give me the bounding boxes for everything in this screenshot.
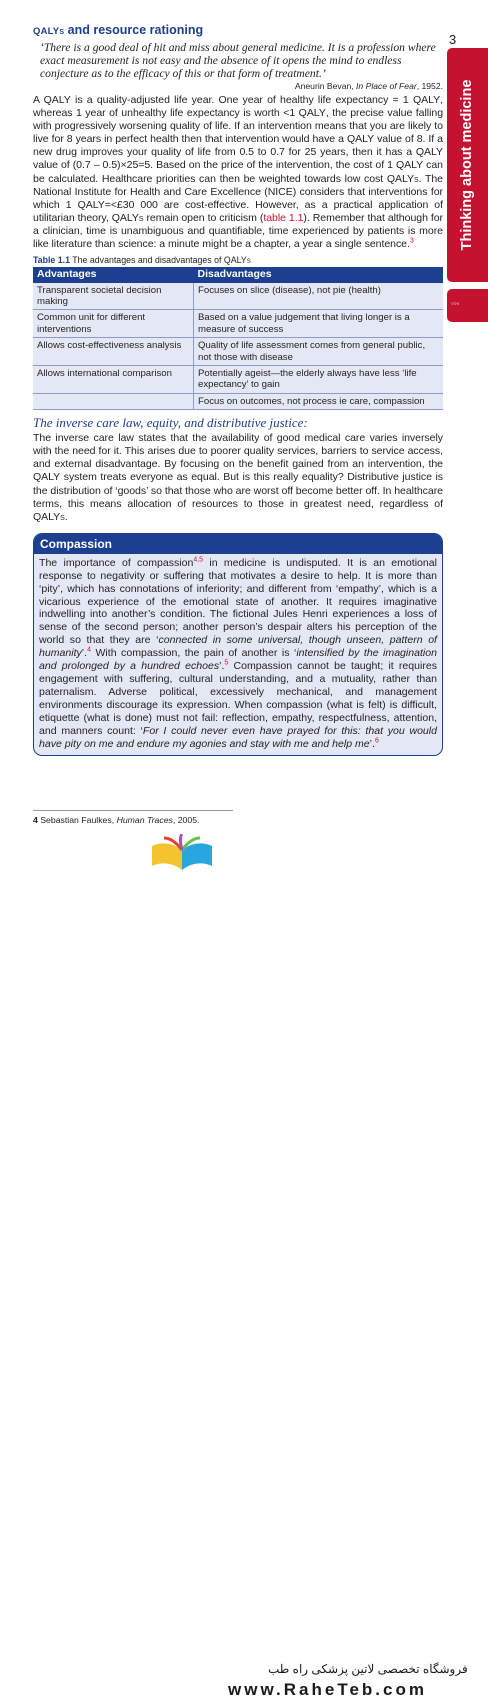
table-row: Common unit for different interventions Based on a value judgement that living longer is a measure of success [33,310,443,338]
side-tab [447,48,488,282]
footnote-divider [33,810,233,811]
watermark [0,826,488,1699]
qaly-paragraph: A QALY is a quality-adjusted life year. One year of healthy life expectancy = 1 QALY, whereas 1 year of unhealthy life expectancy is worth <1 QALY, the precise value falling with progressively worsening quality of life. If an intervention means that you are likely to live for 8 years in perfect health then that intervention would have a QALY value of 8. If a new drug improves your quality of life from 0.5 to 0.7 for 25 years, then it has a QALY value of (0.7 – 0.5)×25=5. Based on the price of the intervention, the cost of 1 QALY can be calculated. Healthcare priorities can then be weighted towards low cost QALYs. The National Institute for Health and Care Excellence (NICE) considers that interventions for which 1 QALY=<£30 000 are cost-effective. However, as a practical application of utilitarian theory, QALYs remain open to criticism (table 1.1). Remember that although for a clinician, time is unambiguous and quantifiable, time experienced by patients is more like literature than science: a minute might be a chapter, a year a single sentence.$^3$ [33,94,444,251]
epigraph: ‘There is a good deal of hit and miss about general medicine. It is a profession where exact measurement is not easy and the absence of it opens the mind to endless conjecture as to the efficacy of this or that form of treatment.’ [40,41,436,80]
table-row: Allows international comparison Potentially ageist—the elderly always have less ‘life expectancy’ to gain [33,365,443,393]
qaly-table [33,267,443,410]
page-number: 3 [449,32,457,47]
watermark-persian: فروشگاه تخصصی لاتین پزشکی راه طب [268,1662,468,1676]
section-title: QALYs and resource rationing [33,23,204,37]
table-row: Allows cost-effectiveness analysis Quality of life assessment comes from general public, not those with disease [33,338,443,366]
table-row: Focus on outcomes, not process ie care, compassion [33,393,443,409]
table-header-disadvantages: Disadvantages [194,267,444,282]
inverse-care-paragraph: The inverse care law states that the availability of good medical care varies inversely with the need for it. This arises due to poorer quality services, barriers to service access, and external disadvantage. By focusing on the benefit gained from an intervention, the QALY system treats everyone as equal. But is this really equality? Distributive justice is the distribution of ‘goods’ so that those who are worst off become better off. In healthcare terms, this means allocation of resources to those in greatest need, regardless of QALYs. [33,432,443,523]
table-link[interactable]: table 1.1 [263,211,304,224]
side-tab-label: Thinking about medicine [459,79,475,251]
reference-marker[interactable]: 5 [224,659,229,667]
table-caption: Table 1.1 The advantages and disadvantages of QALYs [33,255,251,266]
page-body [33,22,443,756]
compassion-title: Compassion [34,534,442,554]
reference-marker[interactable]: 4,5 [193,556,204,564]
table-header-advantages: Advantages [33,267,194,282]
epigraph-attribution: Aneurin Bevan, In Place of Fear, 1952. [294,81,443,91]
reference-marker[interactable]: 4 [87,646,91,654]
compassion-box [33,533,443,757]
compassion-paragraph: The importance of compassion$^{4,5}$ in medicine is undisputed. It is an emotional response to negativity or suffering that motivates a desire to help. It is more than ‘pity’, which has connotations of inferiority; and different from ‘empathy’, which is a vicarious experience of the emotional state of another. It requires imaginative indwelling into another’s condition. The fictional Jules Henri experiences a loss of sense of the second person; another person’s despair alters his perception of the world so that they are ‘connected in some universal, though unseen, pattern of humanity’.$^4$ With compassion, the pain of another is ‘intensified by the imagination and prolonged by a hundred echoes’.$^5$ Compassion cannot be taught; it requires engagement with suffering, cultural understanding, and a mutuality, rather than paternalism. Adverse political, excessively mechanical, and management environments discourage its expression. When compassion (what is felt) is difficult, etiquette (what is done) must not fail: reflection, empathy, respectfulness, attention, and manners count: ‘For I could never even have prayed for this: that you would have pity on me and endure my agonies and stay with me and help me’.$^6$ [39,556,438,750]
table-row: Transparent societal decision making Focuses on slice (disease), not pie (health) [33,283,443,310]
watermark-url[interactable]: www.RaheTeb.com [228,1680,427,1699]
book-logo-icon [150,834,214,874]
inverse-care-heading: The inverse care law, equity, and distributive justice: [33,415,308,431]
tab-glyph-icon: ◦◦◦ [451,299,460,308]
reference-marker[interactable]: 3 [409,237,414,245]
footnote: 4 Sebastian Faulkes, Human Traces, 2005. [33,815,200,825]
reference-marker[interactable]: 6 [374,737,379,745]
side-tab-marker [447,289,488,322]
